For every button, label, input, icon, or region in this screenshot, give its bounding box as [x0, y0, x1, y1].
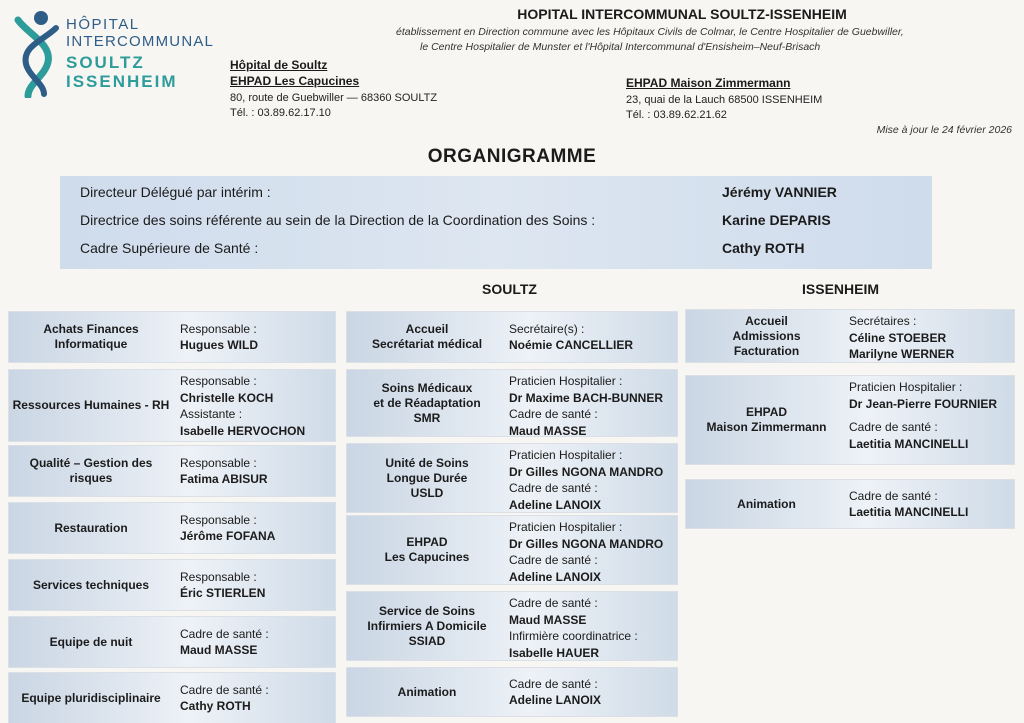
- staff-name: Adeline LANOIX: [509, 497, 602, 512]
- service-name-text: Qualité – Gestion des risques: [29, 456, 153, 485]
- staff-role: Praticien Hospitalier :: [509, 374, 623, 388]
- service-name: [11, 560, 171, 610]
- staff-name: Laetitia MANCINELLI: [849, 436, 969, 451]
- staff-info: [509, 519, 663, 585]
- service-card-middle: [347, 516, 677, 584]
- staff-name: Dr Gilles NGONA MANDRO: [509, 536, 664, 551]
- service-name-text: EHPAD Maison Zimmermann: [706, 405, 827, 434]
- service-name: [688, 310, 845, 362]
- service-name-text: Ressources Humaines - RH: [12, 398, 170, 412]
- service-name-text: Equipe de nuit: [49, 634, 133, 649]
- staff-info: [849, 313, 954, 363]
- staff-role: Cadre de santé :: [180, 682, 269, 697]
- service-name: [11, 673, 171, 723]
- issenheim-ehpad-name: EHPAD Maison Zimmermann: [626, 76, 791, 90]
- service-card-right: [686, 310, 1014, 362]
- service-name: [349, 444, 505, 512]
- staff-info: [509, 676, 601, 709]
- issenheim-phone: Tél. : 03.89.62.21.62: [626, 109, 727, 121]
- service-name-text: Accueil Secrétariat médical: [371, 322, 483, 351]
- staff-role: Praticien Hospitalier :: [849, 380, 963, 394]
- staff-role: Responsable :: [180, 512, 257, 527]
- service-name-text: Achats Finances Informatique: [43, 322, 139, 351]
- staff-name: Maud MASSE: [180, 643, 258, 657]
- staff-name: Maud MASSE: [509, 612, 587, 627]
- staff-name: Fatima ABISUR: [180, 472, 268, 486]
- staff-role: Cadre de santé :: [509, 553, 598, 567]
- soultz-ehpad-name: EHPAD Les Capucines: [230, 74, 360, 88]
- update-date: Mise à jour le 24 février 2026: [876, 124, 1012, 136]
- staff-role: Responsable :: [180, 374, 257, 388]
- staff-role: Cadre de santé :: [180, 626, 269, 641]
- service-card-left: [9, 446, 335, 496]
- staff-name: Dr Gilles NGONA MANDRO: [509, 464, 664, 479]
- service-name: [349, 370, 505, 436]
- staff-role: Cadre de santé :: [509, 596, 598, 610]
- service-card-right: [686, 376, 1014, 464]
- service-card-left: [9, 370, 335, 441]
- staff-role: Infirmière coordinatrice :: [509, 629, 638, 643]
- service-name: [349, 312, 505, 362]
- staff-info: [509, 373, 663, 439]
- direction-box: [60, 176, 932, 269]
- issenheim-address: 23, quai de la Lauch 68500 ISSENHEIM: [626, 94, 823, 106]
- staff-role: Praticien Hospitalier :: [509, 448, 623, 462]
- direction-name: Karine DEPARIS: [722, 212, 831, 228]
- service-name: [349, 516, 505, 584]
- service-name-text: Equipe pluridisciplinaire: [21, 690, 161, 705]
- hospital-logo: [8, 6, 230, 98]
- address-block-soultz: [230, 58, 437, 119]
- direction-label: Cadre Supérieure de Santé :: [80, 240, 259, 256]
- staff-name: Christelle KOCH: [180, 390, 274, 405]
- service-card-right: [686, 480, 1014, 528]
- soultz-hospital-name: Hôpital de Soultz: [230, 58, 328, 72]
- staff-name: Marilyne WERNER: [849, 347, 955, 361]
- staff-name: Adeline LANOIX: [509, 693, 602, 707]
- staff-info: [849, 488, 968, 521]
- service-name-text: EHPAD Les Capucines: [384, 535, 470, 564]
- staff-info: [180, 321, 258, 354]
- staff-role: Assistante :: [180, 407, 243, 421]
- service-name: [349, 592, 505, 660]
- staff-role: Responsable :: [180, 321, 257, 336]
- soultz-phone: Tél. : 03.89.62.17.10: [230, 107, 331, 119]
- staff-info: [180, 682, 269, 715]
- staff-name: Hugues WILD: [180, 338, 258, 352]
- service-name: [11, 370, 171, 441]
- service-name-text: Animation: [397, 684, 457, 699]
- staff-info: [849, 379, 997, 452]
- staff-info: [509, 447, 663, 513]
- service-card-left: [9, 312, 335, 362]
- service-card-left: [9, 560, 335, 610]
- staff-info: [509, 321, 633, 354]
- header-subtitle-2: le Centre Hospitalier de Munster et l'Hôpital Intercommunal d'Ensisheim–Neuf-Brisach: [420, 41, 821, 53]
- service-card-left: [9, 617, 335, 667]
- staff-info: [509, 595, 638, 661]
- staff-role: Responsable :: [180, 569, 257, 584]
- service-card-middle: [347, 592, 677, 660]
- logo-text-intercommunal: INTERCOMMUNAL: [66, 33, 215, 50]
- staff-role: Cadre de santé :: [509, 481, 598, 495]
- service-card-middle: [347, 312, 677, 362]
- service-name: [11, 312, 171, 362]
- direction-name: Cathy ROTH: [722, 240, 805, 256]
- staff-role: Cadre de santé :: [509, 676, 598, 691]
- service-card-left: [9, 503, 335, 553]
- header-title: HOPITAL INTERCOMMUNAL SOULTZ-ISSENHEIM: [517, 6, 847, 22]
- staff-role: Secrétaires :: [849, 314, 917, 328]
- staff-info: [180, 569, 265, 602]
- staff-role: Praticien Hospitalier :: [509, 520, 623, 534]
- staff-role: Cadre de santé :: [849, 488, 938, 503]
- staff-name: Éric STIERLEN: [180, 586, 266, 600]
- heading-soultz: SOULTZ: [482, 281, 537, 297]
- address-block-issenheim: [626, 76, 822, 121]
- direction-label: Directeur Délégué par intérim :: [80, 184, 271, 200]
- staff-name: Adeline LANOIX: [509, 569, 602, 584]
- direction-name: Jérémy VANNIER: [722, 184, 837, 200]
- logo-figure-icon: [8, 6, 66, 98]
- staff-role: Cadre de santé :: [849, 420, 938, 434]
- service-name: [11, 617, 171, 667]
- staff-role: Responsable :: [180, 455, 257, 470]
- spacer: [849, 412, 997, 419]
- staff-name: Cathy ROTH: [180, 699, 251, 713]
- staff-info: [180, 512, 275, 545]
- service-name: [349, 668, 505, 716]
- service-name-text: Restauration: [54, 520, 128, 535]
- service-name: [688, 376, 845, 464]
- service-card-middle: [347, 370, 677, 436]
- staff-name: Jérôme FOFANA: [180, 529, 276, 543]
- staff-name: Isabelle HERVOCHON: [180, 423, 306, 438]
- logo-text-hopital: HÔPITAL: [66, 16, 140, 33]
- staff-info: [180, 626, 269, 659]
- service-name-text: Services techniques: [32, 577, 150, 592]
- staff-name: Dr Maxime BACH-BUNNER: [509, 390, 664, 405]
- logo-text-issenheim: ISSENHEIM: [66, 72, 178, 91]
- service-card-middle: [347, 668, 677, 716]
- page-title: ORGANIGRAMME: [427, 146, 597, 167]
- service-name-text: Service de Soins Infirmiers A Domicile SSIAD: [367, 603, 487, 648]
- direction-label: Directrice des soins référente au sein de la Direction de la Coordination des Soins :: [80, 212, 596, 228]
- staff-info: [180, 455, 268, 488]
- staff-name: Céline STOEBER: [849, 330, 947, 345]
- staff-role: Cadre de santé :: [509, 407, 598, 421]
- staff-role: Secrétaire(s) :: [509, 321, 585, 336]
- service-name-text: Animation: [737, 496, 796, 511]
- service-name: [11, 503, 171, 553]
- staff-name: Noémie CANCELLIER: [509, 338, 634, 352]
- service-card-left: [9, 673, 335, 723]
- header-subtitle-1: établissement en Direction commune avec les Hôpitaux Civils de Colmar, le Centre Hospitalier de Guebwiller,: [396, 26, 904, 38]
- service-card-middle: [347, 444, 677, 512]
- staff-name: Laetitia MANCINELLI: [849, 505, 969, 519]
- service-name-text: Soins Médicaux et de Réadaptation SMR: [373, 380, 481, 425]
- service-name-text: Accueil Admissions Facturation: [732, 313, 801, 358]
- service-name: [11, 446, 171, 496]
- heading-issenheim: ISSENHEIM: [802, 281, 880, 297]
- logo-text-soultz: SOULTZ: [66, 53, 145, 72]
- staff-name: Dr Jean-Pierre FOURNIER: [849, 396, 998, 411]
- staff-info: [180, 373, 305, 439]
- soultz-address: 80, route de Guebwiller — 68360 SOULTZ: [230, 92, 438, 104]
- staff-name: Isabelle HAUER: [509, 645, 600, 660]
- service-name: [688, 480, 845, 528]
- staff-name: Maud MASSE: [509, 423, 587, 438]
- service-name-text: Unité de Soins Longue Durée USLD: [385, 455, 469, 500]
